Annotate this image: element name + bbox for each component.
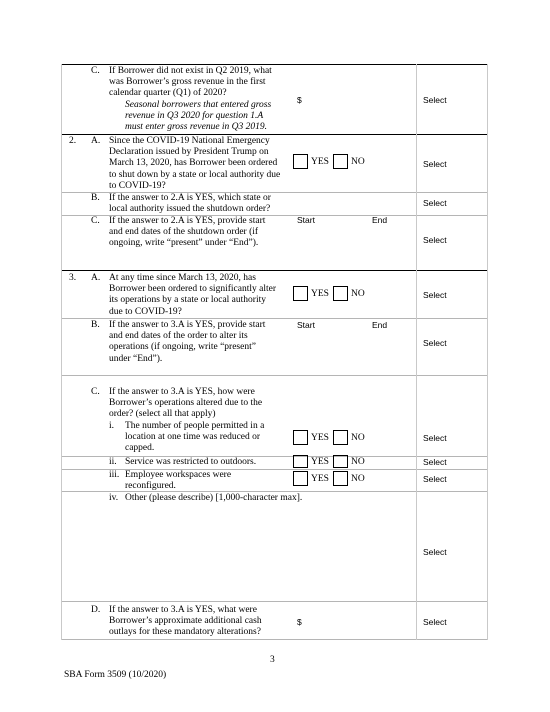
select-dropdown[interactable]: Select: [423, 159, 447, 169]
question-letter: A.: [91, 136, 101, 146]
yes-no-group: [293, 286, 369, 301]
option-workspaces-text: Employee workspaces were reconfigured.: [125, 470, 232, 492]
row-divider: [61, 64, 488, 65]
yes-no-group: [293, 154, 369, 169]
question-3d-text: If the answer to 3.A is YES, what were Borrower’s approximate additional cash outlays for these mandatory alterations?: [109, 605, 262, 638]
no-label: NO: [350, 473, 365, 484]
question-letter: C.: [91, 387, 100, 397]
column-divider: [487, 64, 488, 640]
yes-checkbox[interactable]: [293, 455, 308, 468]
column-divider: [416, 64, 417, 640]
option-other-text: Other (please describe) [1,000-character max].: [125, 493, 303, 503]
yes-checkbox[interactable]: [293, 154, 308, 169]
question-2c-text: If the answer to 2.A is YES, provide start and end dates of the shutdown order (if ongoing, write “present” under “End”).: [109, 216, 266, 249]
start-date-field[interactable]: Start: [297, 215, 315, 225]
option-people-capped-text: The number of people permitted in a location at one time was reduced or capped.: [125, 421, 265, 454]
no-checkbox[interactable]: [333, 455, 348, 468]
question-number: 3.: [69, 273, 77, 283]
question-letter: B.: [91, 320, 100, 330]
question-3c-text: If the answer to 3.A is YES, how were Borrower’s operations altered due to the order? (select all that apply): [109, 387, 263, 420]
question-1c-text: If Borrower did not exist in Q2 2019, what was Borrower’s gross revenue in the first calendar quarter (Q1) of 2020? Seasonal borrowers that entered gross revenue in Q3 2020 for question 1.A must enter gross revenue in Q3 2019.: [109, 66, 272, 133]
question-3a-text: At any time since March 13, 2020, has Borrower been ordered to significantly alter its operations by a state or local authority due to COVID-19?: [109, 273, 276, 317]
item-numeral: i.: [109, 421, 115, 431]
no-label: NO: [350, 456, 365, 467]
question-letter: C.: [91, 216, 100, 226]
question-number: 2.: [69, 136, 77, 146]
row-divider: [61, 601, 488, 602]
end-date-field[interactable]: End: [372, 215, 388, 225]
yes-checkbox[interactable]: [293, 471, 308, 486]
item-numeral: iv.: [109, 493, 119, 503]
no-checkbox[interactable]: [333, 286, 348, 301]
yes-no-group: [293, 430, 369, 445]
yes-no-group: [293, 455, 369, 468]
currency-field[interactable]: $: [297, 617, 302, 627]
select-dropdown[interactable]: Select: [423, 235, 447, 245]
question-letter: D.: [91, 605, 101, 615]
currency-field[interactable]: $: [297, 95, 302, 105]
select-dropdown[interactable]: Select: [423, 95, 447, 105]
no-checkbox[interactable]: [333, 154, 348, 169]
column-divider: [61, 64, 62, 640]
select-dropdown[interactable]: Select: [423, 474, 447, 484]
yes-label: YES: [311, 288, 329, 299]
row-divider: [61, 134, 488, 135]
yes-checkbox[interactable]: [293, 286, 308, 301]
no-label: NO: [350, 156, 365, 167]
no-checkbox[interactable]: [333, 430, 348, 445]
form-table: [61, 64, 488, 640]
yes-no-group: [293, 471, 369, 486]
yes-label: YES: [311, 156, 329, 167]
select-dropdown[interactable]: Select: [423, 198, 447, 208]
yes-label: YES: [311, 456, 329, 467]
yes-label: YES: [311, 473, 329, 484]
select-dropdown[interactable]: Select: [423, 547, 447, 557]
start-date-field[interactable]: Start: [297, 320, 315, 330]
row-divider: [61, 270, 488, 271]
row-divider: [61, 375, 488, 376]
yes-label: YES: [311, 432, 329, 443]
question-letter: B.: [91, 193, 100, 203]
select-dropdown[interactable]: Select: [423, 290, 447, 300]
option-outdoors-text: Service was restricted to outdoors.: [125, 457, 257, 467]
select-dropdown[interactable]: Select: [423, 338, 447, 348]
question-letter: A.: [91, 273, 101, 283]
question-letter: C.: [91, 66, 100, 76]
item-numeral: iii.: [109, 470, 120, 480]
no-label: NO: [350, 432, 365, 443]
row-divider: [61, 639, 488, 640]
row-divider: [61, 318, 488, 319]
select-dropdown[interactable]: Select: [423, 457, 447, 467]
no-checkbox[interactable]: [333, 471, 348, 486]
page-number: 3: [270, 655, 275, 665]
question-3b-text: If the answer to 3.A is YES, provide start and end dates of the order to alter its operations (if ongoing, write “present” under “End”).: [109, 320, 266, 364]
question-2b-text: If the answer to 2.A is YES, which state or local authority issued the shutdown order?: [109, 193, 271, 215]
item-numeral: ii.: [109, 457, 117, 467]
form-identifier: SBA Form 3509 (10/2020): [64, 670, 167, 680]
no-label: NO: [350, 288, 365, 299]
yes-checkbox[interactable]: [293, 430, 308, 445]
select-dropdown[interactable]: Select: [423, 433, 447, 443]
question-2a-text: Since the COVID-19 National Emergency Declaration issued by President Trump on March 13, 2020, has Borrower been ordered to shut down by a state or local authority due to COVID-19?: [109, 136, 281, 191]
select-dropdown[interactable]: Select: [423, 617, 447, 627]
end-date-field[interactable]: End: [372, 320, 388, 330]
